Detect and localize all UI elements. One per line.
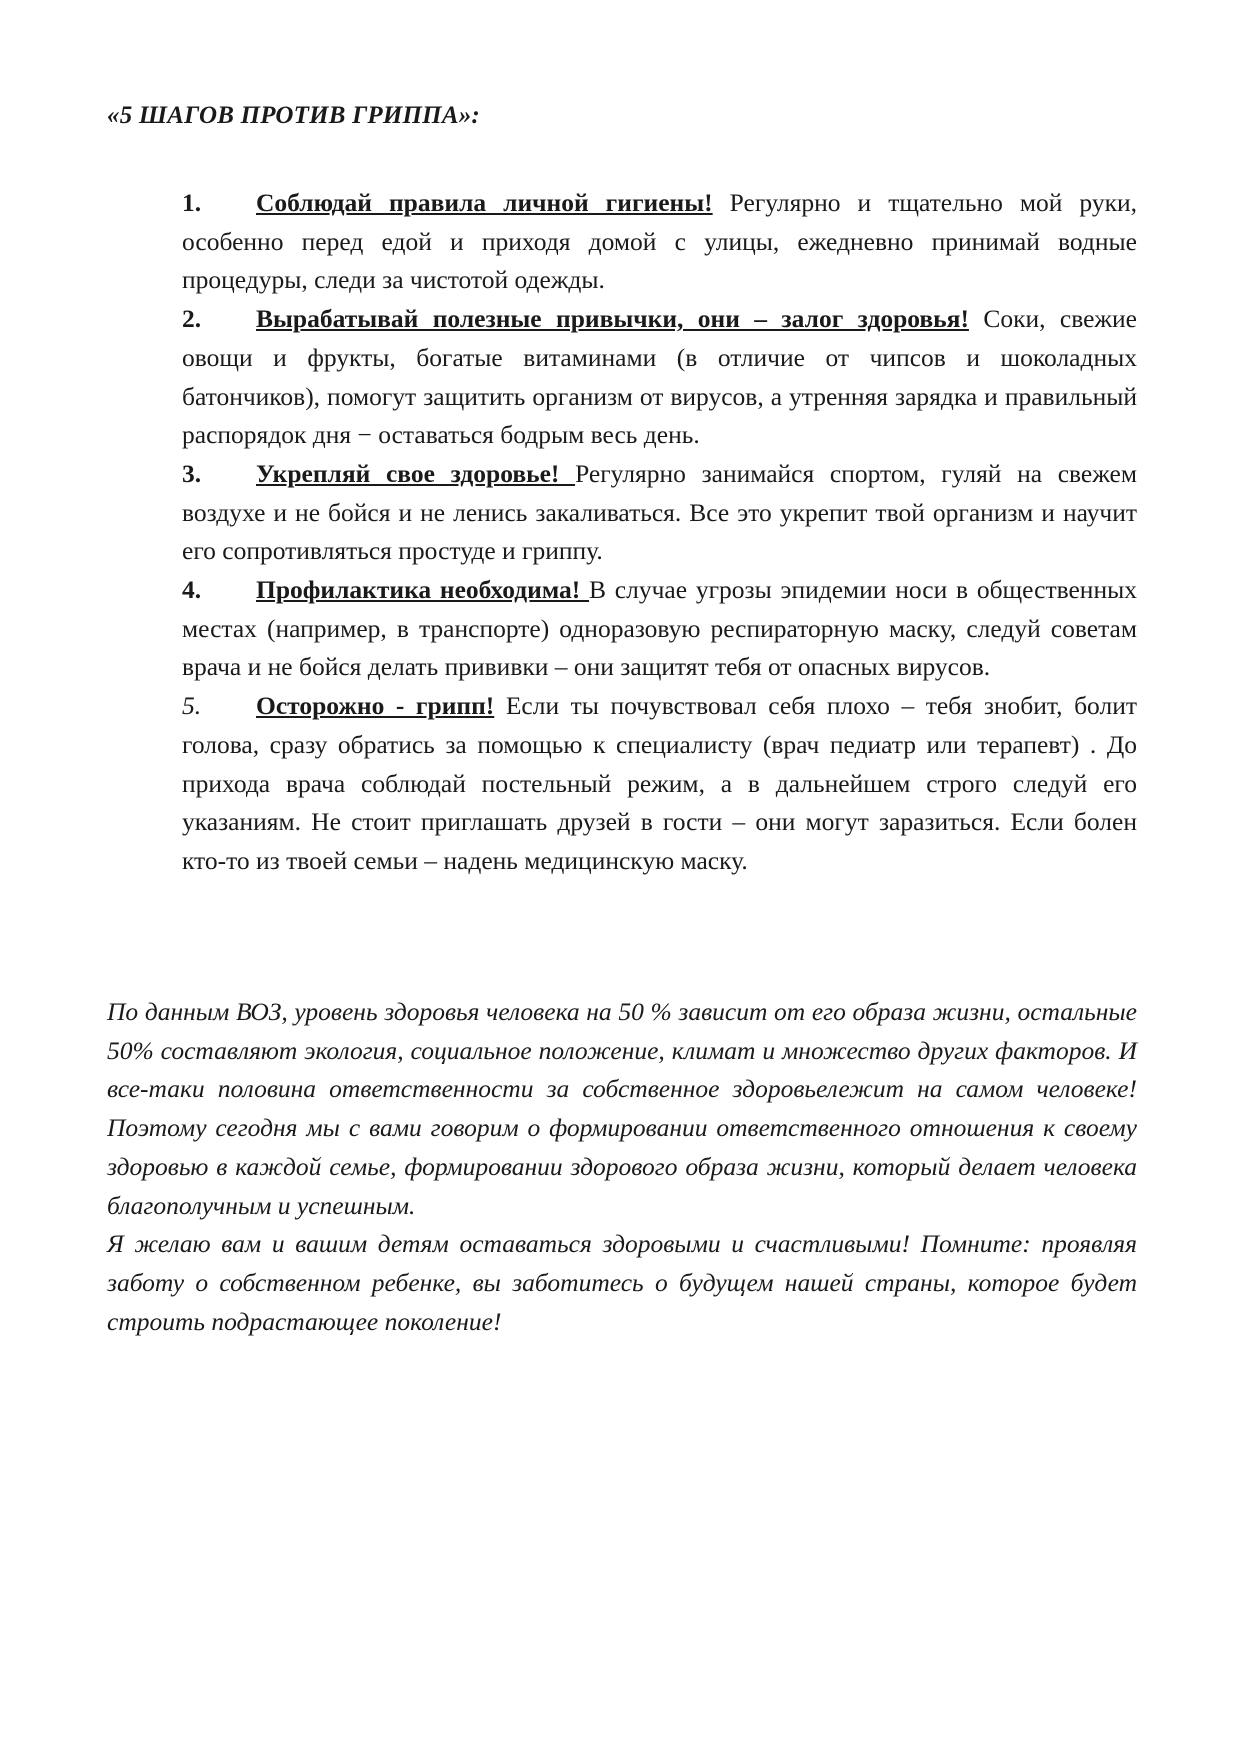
step-heading: Соблюдай правила личной гигиены! bbox=[256, 188, 713, 217]
step-number: 4. bbox=[182, 575, 202, 605]
steps-list bbox=[182, 184, 1137, 881]
step-2 bbox=[182, 300, 1137, 455]
step-text: Соки, свежие овощи и фрукты, богатые витаминами (в отличие от чипсов и шоколадных батончиков), помогут защитить организм от вирусов, а утренняя зарядка и правильный распорядок дня − оставаться бодрым весь день. bbox=[182, 304, 1137, 450]
step-heading: Укрепляй свое здоровье! bbox=[256, 458, 576, 488]
step-number: 1. bbox=[182, 188, 202, 217]
closing-section bbox=[107, 993, 1137, 1341]
closing-paragraph-who: По данным ВОЗ, уровень здоровья человека на 50 % зависит от его образа жизни, остальные 50% составляют экология, социальное положение, климат и множество других факторов. И все-таки половина ответственности за собственное здоровьележит на самом человеке! Поэтому сегодня мы с вами говорим о формировании ответственного отношения к своему здоровью в каждой семье, формировании здорового образа жизни, который делает человека благополучным и успешным. bbox=[107, 997, 1137, 1220]
step-1 bbox=[182, 184, 1137, 300]
step-number: 3. bbox=[182, 458, 202, 488]
step-text: Регулярно занимайся спортом, гуляй на свежем воздухе и не бойся и не ленись закаливаться. Все это укрепит твой организм и научит его сопротивляться простуде и гриппу. bbox=[182, 458, 1137, 566]
step-number: 2. bbox=[182, 304, 202, 334]
step-text: Если ты почувствовал себя плохо – тебя знобит, болит голова, сразу обратись за помощью к специалисту (врач педиатр или терапевт) . До прихода врача соблюдай постельный режим, а в дальнейшем строго следуй его указаниям. Не стоит приглашать друзей в гости – они могут заразиться. Если болен кто-то из твоей семьи – надень медицинскую маску. bbox=[182, 691, 1137, 875]
step-text: В случае угрозы эпидемии носи в общественных местах (например, в транспорте) одноразовую респираторную маску, следуй советам врача и не бойся делать прививки – они защитят тебя от опасных вирусов. bbox=[182, 575, 1137, 682]
step-number: 5. bbox=[182, 691, 202, 721]
step-text: Регулярно и тщательно мой руки, особенно перед едой и приходя домой с улицы, ежедневно принимай водные процедуры, следи за чистотой одежды. bbox=[182, 188, 1137, 295]
step-5 bbox=[182, 687, 1137, 881]
step-heading: Осторожно - грипп! bbox=[256, 691, 495, 721]
closing-paragraph-wish: Я желаю вам и вашим детям оставаться здоровыми и счастливыми! Помните: проявляя заботу о собственном ребенке, вы заботитесь о будущем нашей страны, которое будет строить подрастающее поколение! bbox=[107, 1229, 1137, 1336]
step-heading: Профилактика необходима! bbox=[256, 575, 590, 605]
document-title: «5 ШАГОВ ПРОТИВ ГРИППА»: bbox=[107, 102, 480, 129]
step-heading: Вырабатывай полезные привычки, они – залог здоровья! bbox=[256, 304, 969, 334]
step-3 bbox=[182, 455, 1137, 571]
step-4 bbox=[182, 571, 1137, 687]
